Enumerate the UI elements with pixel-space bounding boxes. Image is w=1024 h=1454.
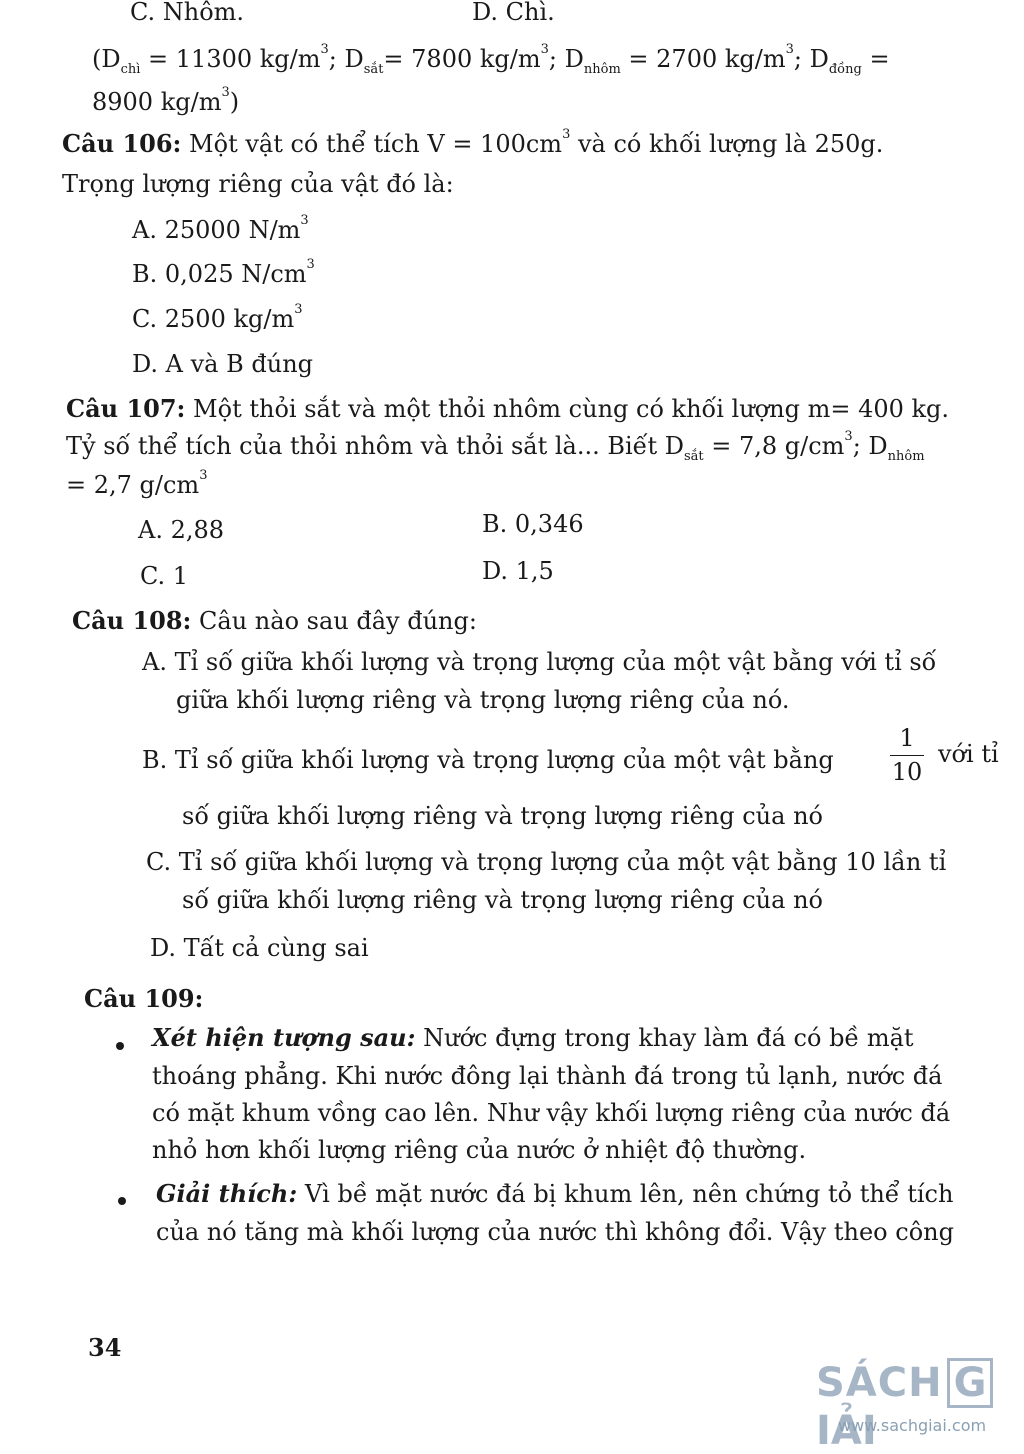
watermark-url: www.sachgiai.com: [838, 1416, 987, 1435]
q108-option-b-line2: số giữa khối lượng riêng và trọng lượng riêng của nó: [182, 802, 823, 830]
q106-option-b: B. 0,025 $N/cm^3$: [132, 257, 315, 288]
q109-bullet2-heading: Giải thích:: [156, 1179, 298, 1208]
q106-option-c: C. 2500 $kg/m^3$: [132, 302, 303, 333]
q109-bullet1-line3: có mặt khum vồng cao lên. Như vậy khối lượng riêng của nước đá: [152, 1099, 951, 1127]
q109-label: Câu 109:: [84, 984, 204, 1013]
q107-option-d: D. 1,5: [482, 557, 554, 585]
density-note-line1: ($D_{chì} = 11300$ $kg/m^3$; $D_{sắt}= 7800$ $kg/m^3$; $D_{nhôm} = 2700$ $kg/m^3$; $D_{đồng}$ =: [92, 42, 890, 77]
q108-fraction: 1 10: [891, 724, 923, 787]
q109-bullet2-line1: Giải thích: Vì bề mặt nước đá bị khum lên, nên chứng tỏ thể tích: [156, 1179, 954, 1208]
q108-label: Câu 108:: [72, 606, 192, 635]
q107-line3: = 2,7 $g/cm^3$: [66, 468, 208, 499]
q106-label: Câu 106:: [62, 129, 182, 158]
q108-option-d: D. Tất cả cùng sai: [150, 934, 369, 962]
q107-label: Câu 107:: [66, 394, 186, 423]
q107-option-c: C. 1: [140, 562, 189, 590]
q108-option-b-end: với tỉ: [938, 740, 999, 768]
q108-option-c-line1: C. Tỉ số giữa khối lượng và trọng lượng của một vật bằng 10 lần tỉ: [146, 848, 947, 876]
q109-bullet1-line4: nhỏ hơn khối lượng riêng của nước ở nhiệt độ thường.: [152, 1136, 807, 1164]
q108-option-a-line1: A. Tỉ số giữa khối lượng và trọng lượng của một vật bằng với tỉ số: [142, 648, 937, 676]
q107-option-b: B. 0,346: [482, 510, 584, 538]
option-c-nhom: C. Nhôm.: [130, 0, 245, 26]
density-note-line2: 8900 $kg/m^3$): [92, 85, 240, 116]
q106-line2: Trọng lượng riêng của vật đó là:: [62, 170, 454, 198]
page-number: 34: [88, 1333, 122, 1362]
option-d-chi: D. Chì.: [472, 0, 555, 26]
q106-line1: Câu 106: Một vật có thể tích $V = 100cm^3$ và có khối lượng là 250g.: [62, 127, 884, 158]
q106-option-a: A. 25000 $N/m^3$: [132, 213, 309, 244]
bullet-dot-1: [116, 1042, 124, 1050]
q107-line1: Câu 107: Một thỏi sắt và một thỏi nhôm cùng có khối lượng m= 400 kg.: [66, 394, 950, 423]
q107-line2: Tỷ số thể tích của thỏi nhôm và thỏi sắt là... Biết $D_{sắt} = 7,8$ $g/cm^3$; $D_{nhôm}$: [66, 429, 925, 464]
q109-bullet1-heading: Xét hiện tượng sau:: [152, 1023, 416, 1052]
q109-bullet1-line1: Xét hiện tượng sau: Nước đựng trong khay làm đá có bề mặt: [152, 1023, 914, 1052]
q106-option-d: D. A và B đúng: [132, 350, 314, 378]
q109-bullet1-line2: thoáng phẳng. Khi nước đông lại thành đá trong tủ lạnh, nước đá: [152, 1062, 943, 1090]
bullet-dot-2: [118, 1197, 126, 1205]
q107-option-a: A. 2,88: [138, 516, 225, 544]
sachgiai-logo: SÁCH GIẢI: [816, 1358, 1024, 1454]
q108-option-c-line2: số giữa khối lượng riêng và trọng lượng riêng của nó: [182, 886, 823, 914]
q108-option-b-line1: B. Tỉ số giữa khối lượng và trọng lượng của một vật bằng: [142, 746, 834, 774]
q108-line1: Câu 108: Câu nào sau đây đúng:: [72, 606, 477, 635]
q108-option-a-line2: giữa khối lượng riêng và trọng lượng riêng của nó.: [176, 686, 790, 714]
q109-bullet2-line2: của nó tăng mà khối lượng của nước thì không đổi. Vậy theo công: [156, 1218, 954, 1246]
